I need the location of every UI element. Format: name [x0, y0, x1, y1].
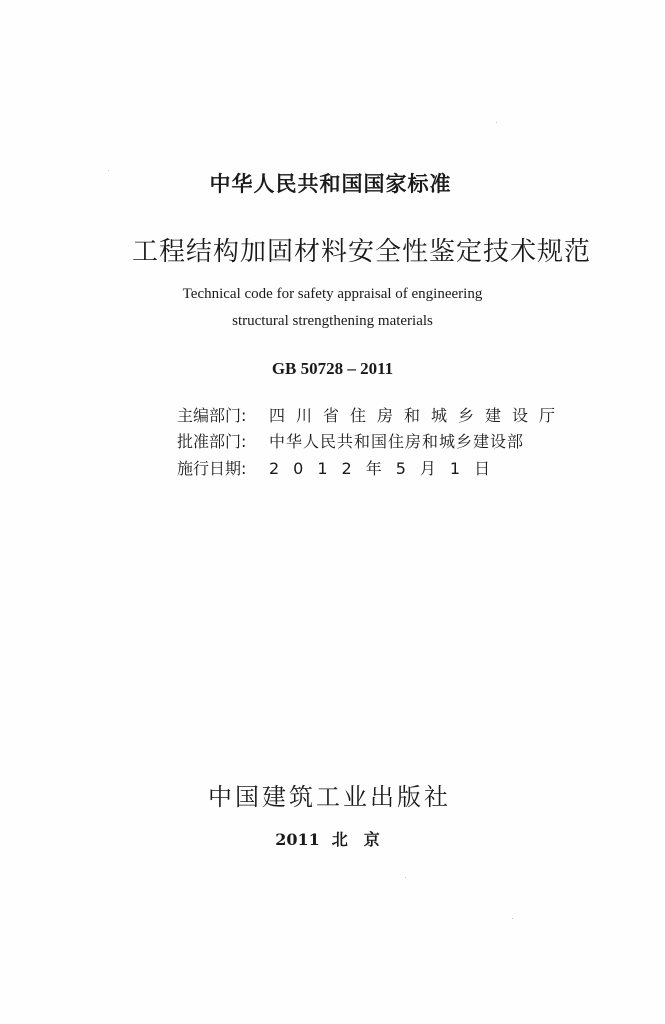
scan-speck	[405, 877, 406, 878]
standard-code-number: GB 50728 – 2011	[271, 359, 394, 378]
editor-department-row	[177, 403, 566, 426]
scan-speck	[512, 918, 513, 919]
scan-speck	[108, 170, 109, 171]
document-title-english-line-2: structural strengthening materials	[232, 313, 433, 329]
publication-line	[3, 827, 665, 850]
publication-city: 北京	[331, 830, 396, 849]
editor-department-label: 主编部门:	[177, 406, 247, 425]
document-title-english-line-1: Technical code for safety appraisal of engineering	[182, 286, 483, 302]
effective-date-label: 施行日期:	[177, 459, 247, 478]
effective-date-row	[177, 456, 504, 479]
approver-department-value: 中华人民共和国住房和城乡建设部	[269, 432, 525, 451]
approver-department-row	[177, 429, 524, 452]
scan-speck	[496, 122, 497, 123]
effective-date-value: 2012年5月1日	[269, 459, 505, 478]
document-title-chinese: 工程结构加固材料安全性鉴定技术规范	[132, 237, 592, 267]
publication-year: 2011	[275, 830, 320, 849]
standard-type-heading: 中华人民共和国国家标准	[209, 172, 452, 196]
publisher-name: 中国建筑工业出版社	[208, 783, 451, 811]
approver-department-label: 批准部门:	[177, 432, 247, 451]
editor-department-value: 四川省住房和城乡建设厅	[269, 406, 567, 425]
